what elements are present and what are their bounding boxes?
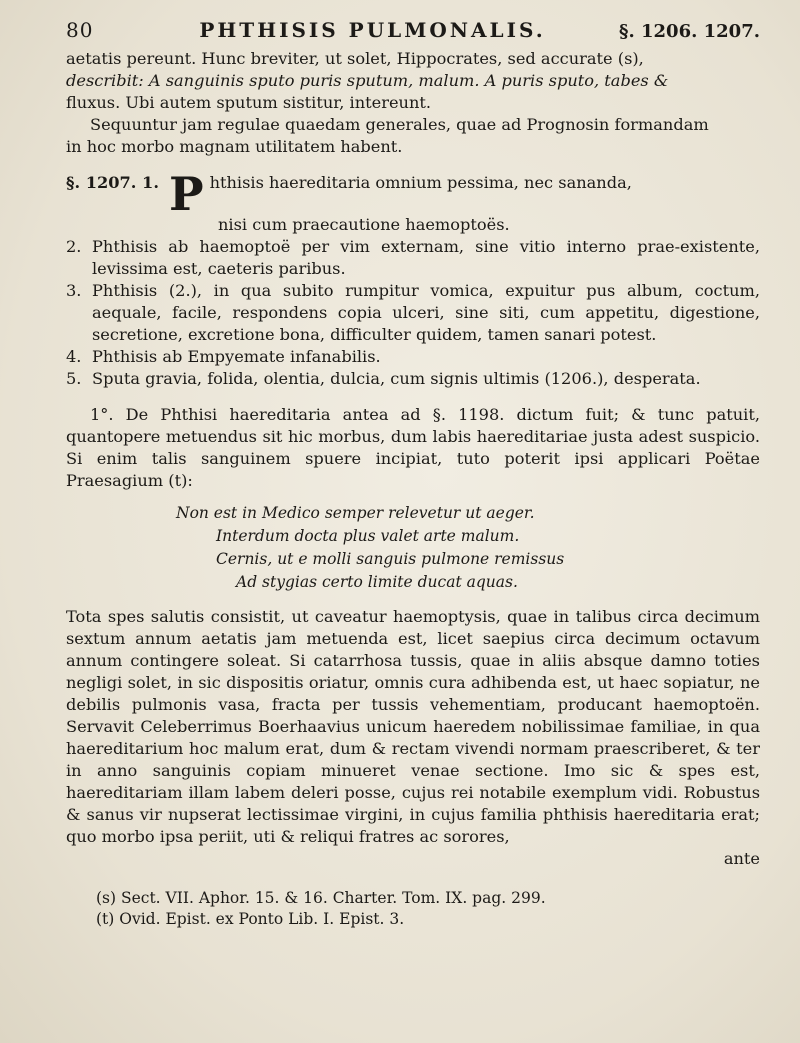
list-item: 2. Phthisis ab haemoptoë per vim externam, sine vitio interno prae-existente, levissima est, caeteris paribus.: [66, 237, 760, 278]
verse-line: Cernis, ut e molli sanguis pulmone remissus: [216, 550, 565, 568]
footnotes: [66, 888, 760, 930]
running-header: [66, 18, 760, 42]
intro-line: aetatis pereunt. Hunc breviter, ut solet, Hippocrates, sed accurate (s),: [66, 49, 644, 68]
commentary-paragraph: 1°. De Phthisi haereditaria antea ad §. 1198. dictum fuit; & tunc patuit, quantopere metuendus sit hic morbus, dum labis haereditariae justa adest suspicio. Si enim talis sanguinem spuere incipiat, tuto poterit ipsi applicari Poëtae Praesagium (t):: [66, 405, 760, 490]
commentary-paragraph: Tota spes salutis consistit, ut caveatur haemoptysis, quae in talibus circa decimum sextum annum aetatis jam metuenda est, licet saepius circa decimum octavum annum contingere soleat. Si catarrhosa tussis, quae in aliis absque damno toties negligi solet, in sic dispositis oriatur, omnis cura adhibenda est, ut haec sopiatur, ne debilis pulmonis vasa, fracta per tussis vehementiam, producant haemoptoën. Servavit Celeberrimus Boerhaavius unicum haeredem nobilissimae familiae, in qua haereditarium hoc malum erat, dum & rectam vivendi normam praescriberet, & ter in anno sanguinis copiam minueret venae sectione. Imo sic & spes est, haereditariam illam labem deleri posse, cujus rei notabile exemplum vidi. Robustus & sanus vir nupserat lectissimae virgini, in cujus familia phthisis haereditaria erat; quo morbo ipsa periit, uti & reliqui fratres ac sorores,: [66, 607, 760, 846]
intro-line: Sequuntur jam regulae quaedam generales, quae ad Prognosin formandam: [90, 115, 709, 134]
footnote: (t) Ovid. Epist. ex Ponto Lib. I. Epist. 3.: [96, 910, 405, 928]
intro-line: fluxus. Ubi autem sputum sistitur, intereunt.: [66, 93, 432, 112]
poem-quote: [66, 502, 760, 594]
catchword: ante: [723, 849, 760, 868]
footnote: (s) Sect. VII. Aphor. 15. & 16. Charter. Tom. IX. pag. 299.: [96, 889, 546, 907]
drop-cap: P: [168, 167, 204, 221]
aphorism-list: [66, 236, 760, 390]
verse-line: Ad stygias certo limite ducat aquas.: [236, 573, 518, 591]
intro-paragraph: [66, 48, 760, 158]
section-first-line: hthisis haereditaria omnium pessima, nec sananda,: [209, 173, 632, 192]
section-heading: [66, 167, 760, 221]
verse-line: Interdum docta plus valet arte malum.: [216, 527, 520, 545]
section-range: §. 1206. 1207.: [619, 21, 760, 42]
aphorism-section: [66, 167, 760, 390]
list-item: 4. Phthisis ab Empyemate infanabilis.: [66, 347, 381, 366]
verse-line: Non est in Medico semper relevetur ut aeger.: [176, 504, 535, 522]
list-item: 5. Sputa gravia, folida, olentia, dulcia, cum signis ultimis (1206.), desperata.: [66, 369, 701, 388]
list-item: 3. Phthisis (2.), in qua subito rumpitur vomica, expuitur pus album, coctum, aequale, facile, respondens copia ulceri, sine siti, cum appetitu, digestione, secretione, excretione bona, difficulter quidem, tamen sanari potest.: [66, 281, 760, 344]
page-number: 80: [66, 18, 94, 42]
section-number: §. 1207. 1.: [66, 173, 159, 192]
intro-line: describit: A sanguinis sputo puris sputum, malum. A puris sputo, tabes &: [66, 71, 669, 90]
section-second-line: nisi cum praecautione haemoptoës.: [218, 215, 510, 234]
running-title: PHTHISIS PULMONALIS.: [199, 18, 546, 42]
intro-line: in hoc morbo magnam utilitatem habent.: [66, 137, 403, 156]
